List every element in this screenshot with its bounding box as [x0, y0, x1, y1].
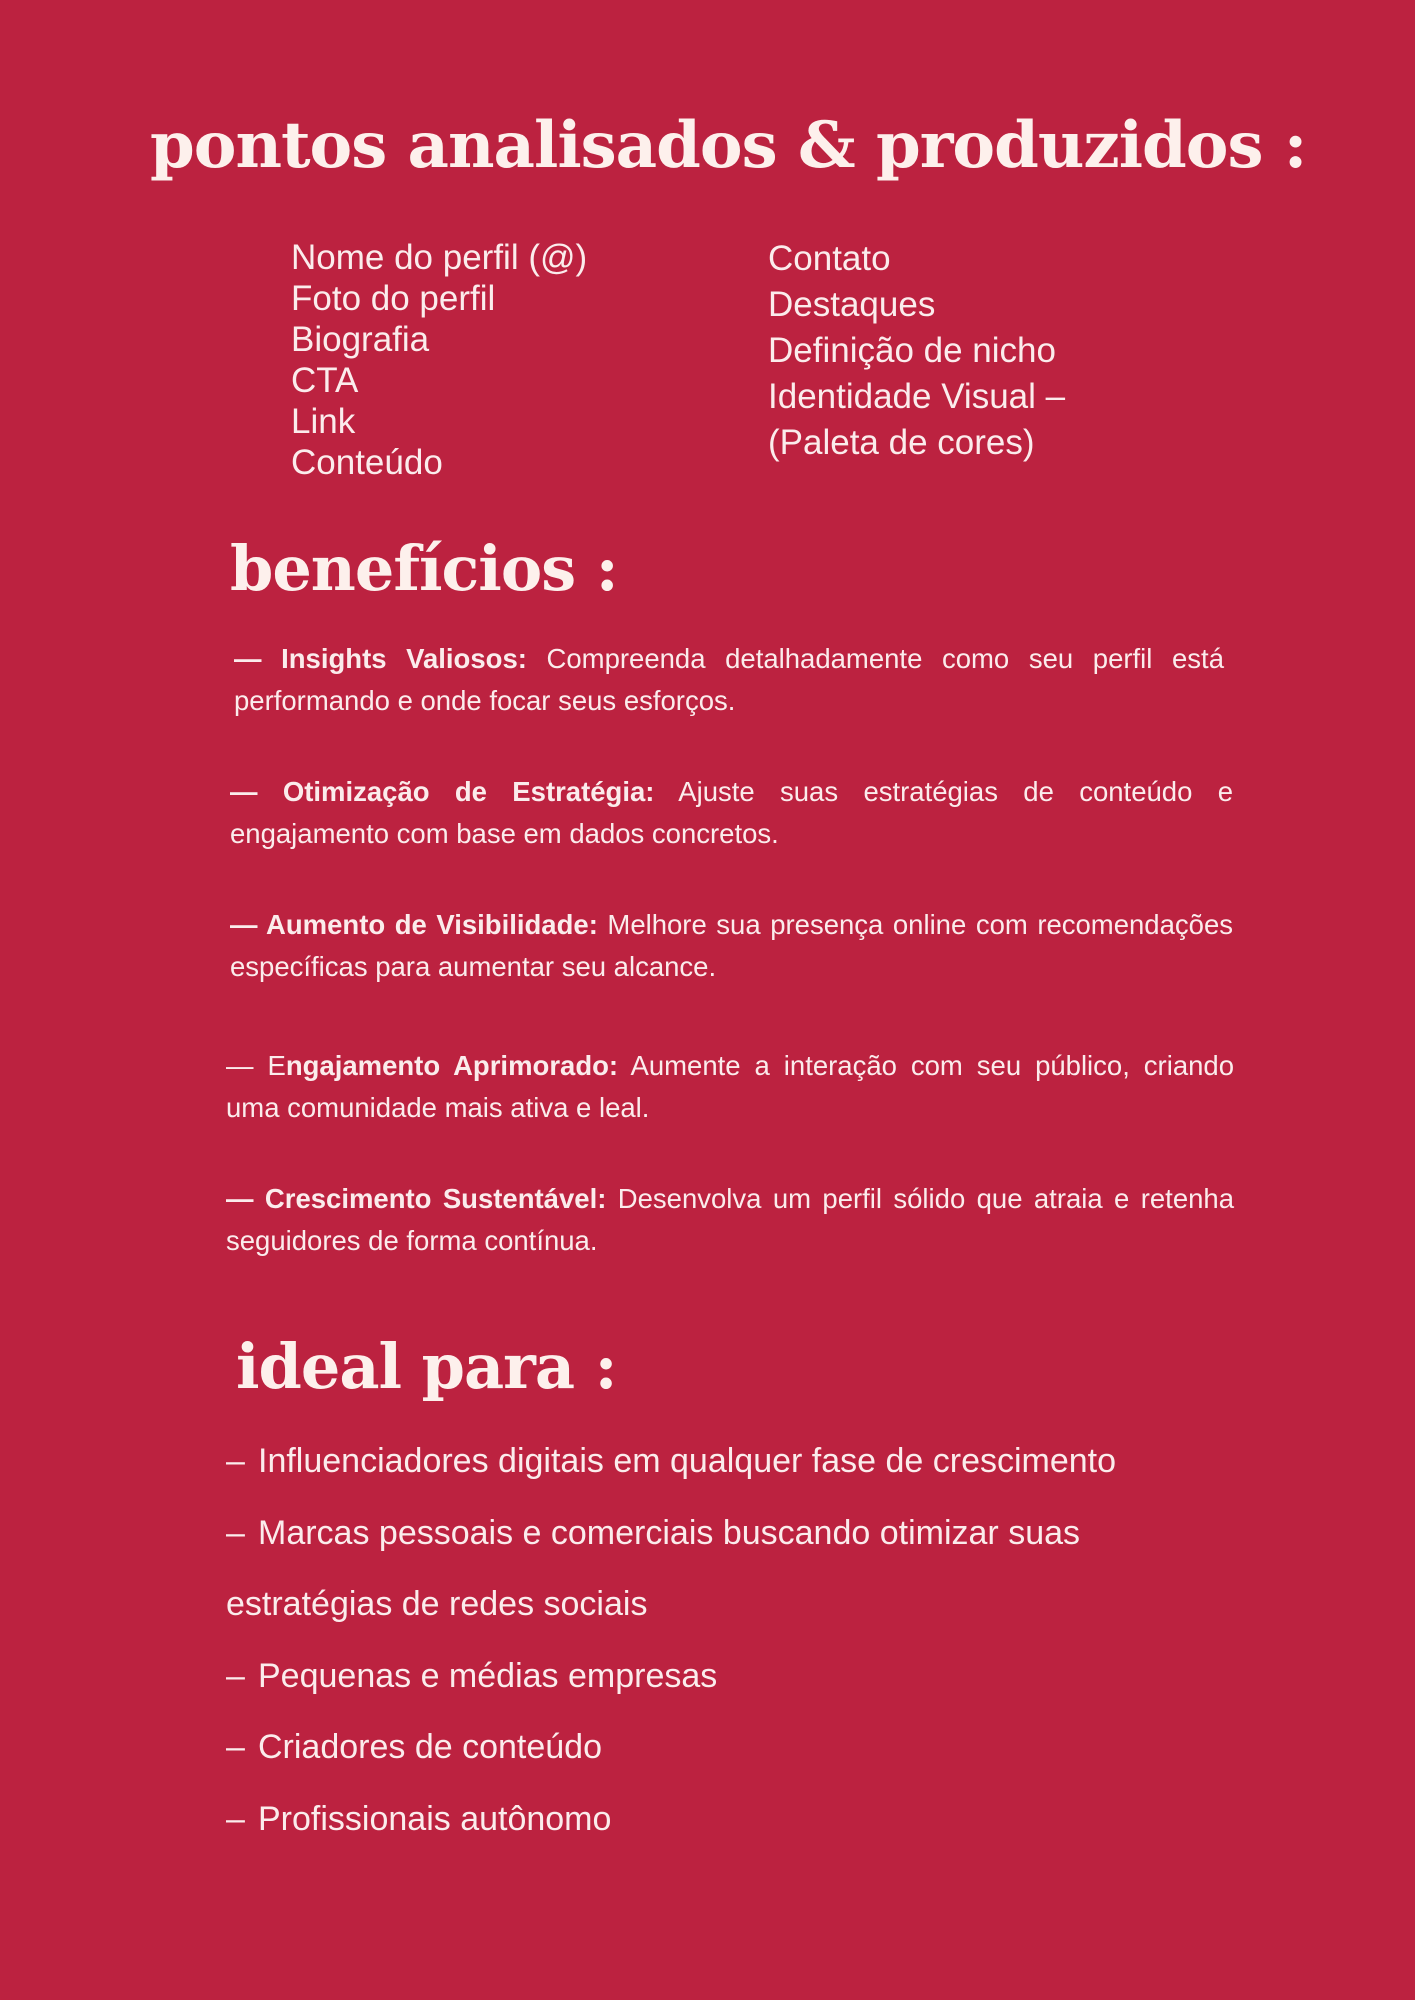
benefit-text: Desenvolva um perfil sólido que atraia e retenha seguidores de forma contínua. [226, 1183, 1234, 1256]
benefit-text: Melhore sua presença online com recomendações específicas para aumentar seu alcance. [230, 909, 1233, 982]
pontos-item: Nome do perfil (@) [291, 238, 588, 277]
benefit-lead: — Insights Valiosos: [234, 643, 527, 674]
benefit-prefix: — E [226, 1050, 286, 1081]
pontos-item: Destaques [768, 285, 936, 324]
ideal-item-text: Pequenas e médias empresas [258, 1656, 718, 1695]
benefit-engajamento [226, 1045, 1234, 1129]
ideal-item [226, 1641, 1276, 1713]
dash-marker: – [226, 1656, 245, 1695]
benefit-text: Compreenda detalhadamente como seu perfil está performando e onde focar seus esforços. [234, 643, 1224, 716]
pontos-item: Link [291, 402, 356, 441]
beneficios-heading: benefícios : [230, 532, 618, 605]
benefit-lead: — Otimização de Estratégia: [230, 776, 655, 807]
benefit-visibilidade [230, 904, 1233, 988]
pontos-item: Conteúdo [291, 443, 443, 482]
ideal-list [226, 1426, 1276, 1855]
ideal-item-text: Influenciadores digitais em qualquer fase de crescimento [258, 1442, 1117, 1480]
dash-marker: – [226, 1728, 245, 1766]
ideal-item [226, 1498, 1276, 1570]
dash-marker: – [226, 1513, 245, 1552]
pontos-item: Definição de nicho [768, 331, 1056, 370]
main-heading: pontos analisados & produzidos : [150, 108, 1307, 183]
pontos-list-left [291, 237, 587, 483]
ideal-item-text: Marcas pessoais e comerciais buscando otimizar suas [258, 1513, 1081, 1552]
pontos-list-right [768, 236, 1065, 466]
benefit-text: Ajuste suas estratégias de conteúdo e engajamento com base em dados concretos. [230, 776, 1233, 849]
benefit-crescimento [226, 1178, 1234, 1262]
dash-marker: – [226, 1799, 245, 1838]
pontos-item: Contato [768, 239, 891, 278]
pontos-item: Foto do perfil [291, 279, 496, 318]
ideal-item [226, 1712, 1276, 1784]
ideal-item [226, 1784, 1276, 1856]
ideal-item-text: Criadores de conteúdo [258, 1728, 603, 1766]
ideal-item [226, 1426, 1276, 1498]
pontos-item: CTA [291, 361, 359, 400]
ideal-item-text: Profissionais autônomo [258, 1799, 612, 1838]
pontos-item: Biografia [291, 320, 430, 359]
dash-marker: – [226, 1442, 245, 1480]
benefit-text: Aumente a interação com seu público, criando uma comunidade mais ativa e leal. [226, 1050, 1235, 1123]
benefit-insights [234, 638, 1224, 722]
benefit-otimizacao [230, 771, 1233, 855]
ideal-item-continuation [226, 1569, 1276, 1641]
benefit-lead: — Crescimento Sustentável: [226, 1183, 607, 1214]
pontos-item: (Paleta de cores) [768, 423, 1035, 462]
benefit-lead: — Aumento de Visibilidade: [230, 909, 598, 940]
ideal-heading: ideal para : [236, 1330, 617, 1403]
pontos-item: Identidade Visual – [768, 377, 1066, 416]
benefit-lead: ngajamento Aprimorado: [285, 1050, 619, 1081]
ideal-item-text: estratégias de redes sociais [226, 1585, 648, 1623]
